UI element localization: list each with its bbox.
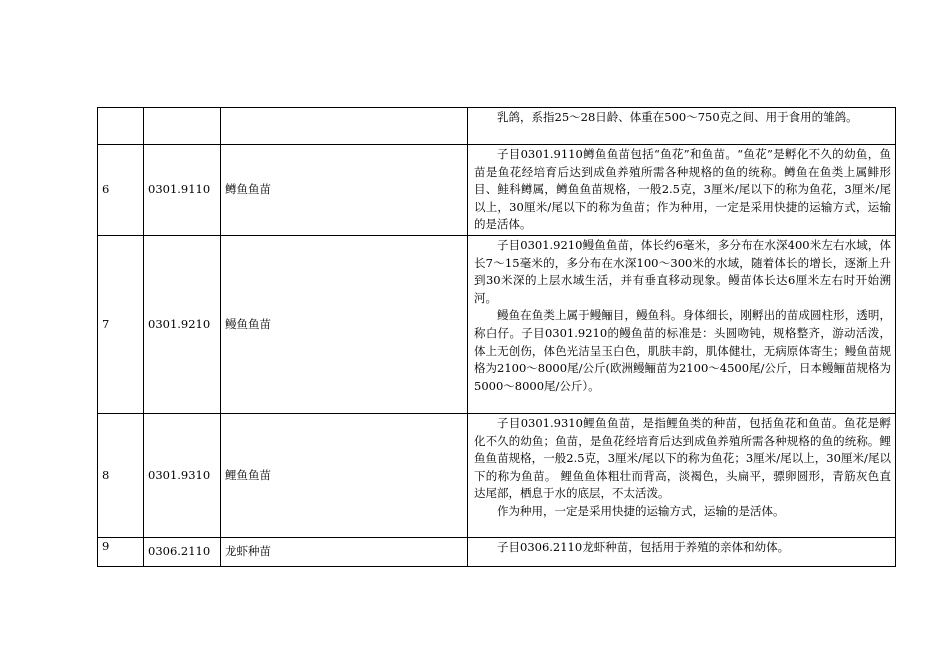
table-row <box>98 145 896 236</box>
table-row <box>98 235 896 413</box>
row-number: 6 <box>98 145 144 236</box>
table-row <box>98 108 896 145</box>
row-number: 9 <box>98 537 144 566</box>
row-code: 0301.9310 <box>144 413 221 537</box>
row-description <box>468 413 896 537</box>
description-paragraph: 子目0301.9310鲤鱼鱼苗，是指鲤鱼类的种苗，包括鱼花和鱼苗。鱼花是孵化不久的幼鱼；鱼苗，是鱼花经培育后达到成鱼养殖所需各种规格的鱼的统称。鲤鱼鱼苗规格，一般2.5克，3厘米/尾以下的称为鱼花；3厘米/尾以上，30厘米/尾以下的称为鱼苗。 鲤鱼鱼体粗壮而背高，淡褐色，头扁平，骠卵圆形，青筋灰色直达尾部，栖息于水的底层，不太活泼。 <box>474 415 891 501</box>
row-name: 鳟鱼鱼苗 <box>221 145 468 236</box>
row-code: 0301.9210 <box>144 235 221 413</box>
row-description <box>468 537 896 566</box>
description-paragraph: 乳鸽，系指25～28日龄、体重在500～750克之间、用于食用的雏鸽。 <box>497 110 858 124</box>
table-row <box>98 413 896 537</box>
row-name: 龙虾种苗 <box>221 537 468 566</box>
row-code: 0306.2110 <box>144 537 221 566</box>
document-table <box>97 107 896 567</box>
row-number: 7 <box>98 235 144 413</box>
row-name <box>221 108 468 145</box>
description-paragraph: 作为种用，一定是采用快捷的运输方式，运输的是活体。 <box>497 503 785 518</box>
row-description <box>468 145 896 236</box>
description-paragraph: 鳗鱼在鱼类上属于鳗鲡目，鳗鱼科。身体细长，刚孵出的苗成圆柱形，透明，称白仔。子目0301.9210的鳗鱼苗的标准是：头圆吻钝，规格整齐，游动活泼，体上无创伤，体色光洁呈玉白色，肌肤丰韵，肌体健壮，无病原体寄生；鳗鱼苗规格为2100～8000尾/公斤(欧洲鳗鲡苗为2100～4500尾/公斤，日本鳗鲡苗规格为5000～8000尾/公斤）。 <box>474 308 891 393</box>
row-description <box>468 235 896 413</box>
row-number <box>98 108 144 145</box>
row-code <box>144 108 221 145</box>
row-number: 8 <box>98 413 144 537</box>
row-name: 鲤鱼鱼苗 <box>221 413 468 537</box>
row-code: 0301.9110 <box>144 145 221 236</box>
row-name: 鳗鱼鱼苗 <box>221 235 468 413</box>
description-paragraph: 子目0306.2110龙虾种苗，包括用于养殖的亲体和幼体。 <box>497 539 790 554</box>
description-paragraph: 子目0301.9110鳟鱼鱼苗包括“鱼花”和鱼苗。“鱼花”是孵化不久的幼鱼，鱼苗是鱼花经培育后达到成鱼养殖所需各种规格的鱼的统称。鳟鱼在鱼类上属鲱形目、鲑科鳟属，鳟鱼鱼苗规格，一般2.5克，3厘米/尾以下的称为鱼花，3厘米/尾以上，30厘米/尾以下的称为鱼苗；作为种用，一定是采用快捷的运输方式，运输的是活体。 <box>474 147 891 232</box>
table-row <box>98 537 896 566</box>
row-description <box>468 108 896 145</box>
description-paragraph: 子目0301.9210鳗鱼鱼苗，体长约6毫米，多分布在水深400米左右水域，体长7～15毫米的，多分布在水深100～300米的水域，随着体长的增长，逐渐上升到30米深的上层水域生活，并有垂直移动现象。鳗苗体长达6厘米左右时开始溯河。 <box>474 237 891 305</box>
